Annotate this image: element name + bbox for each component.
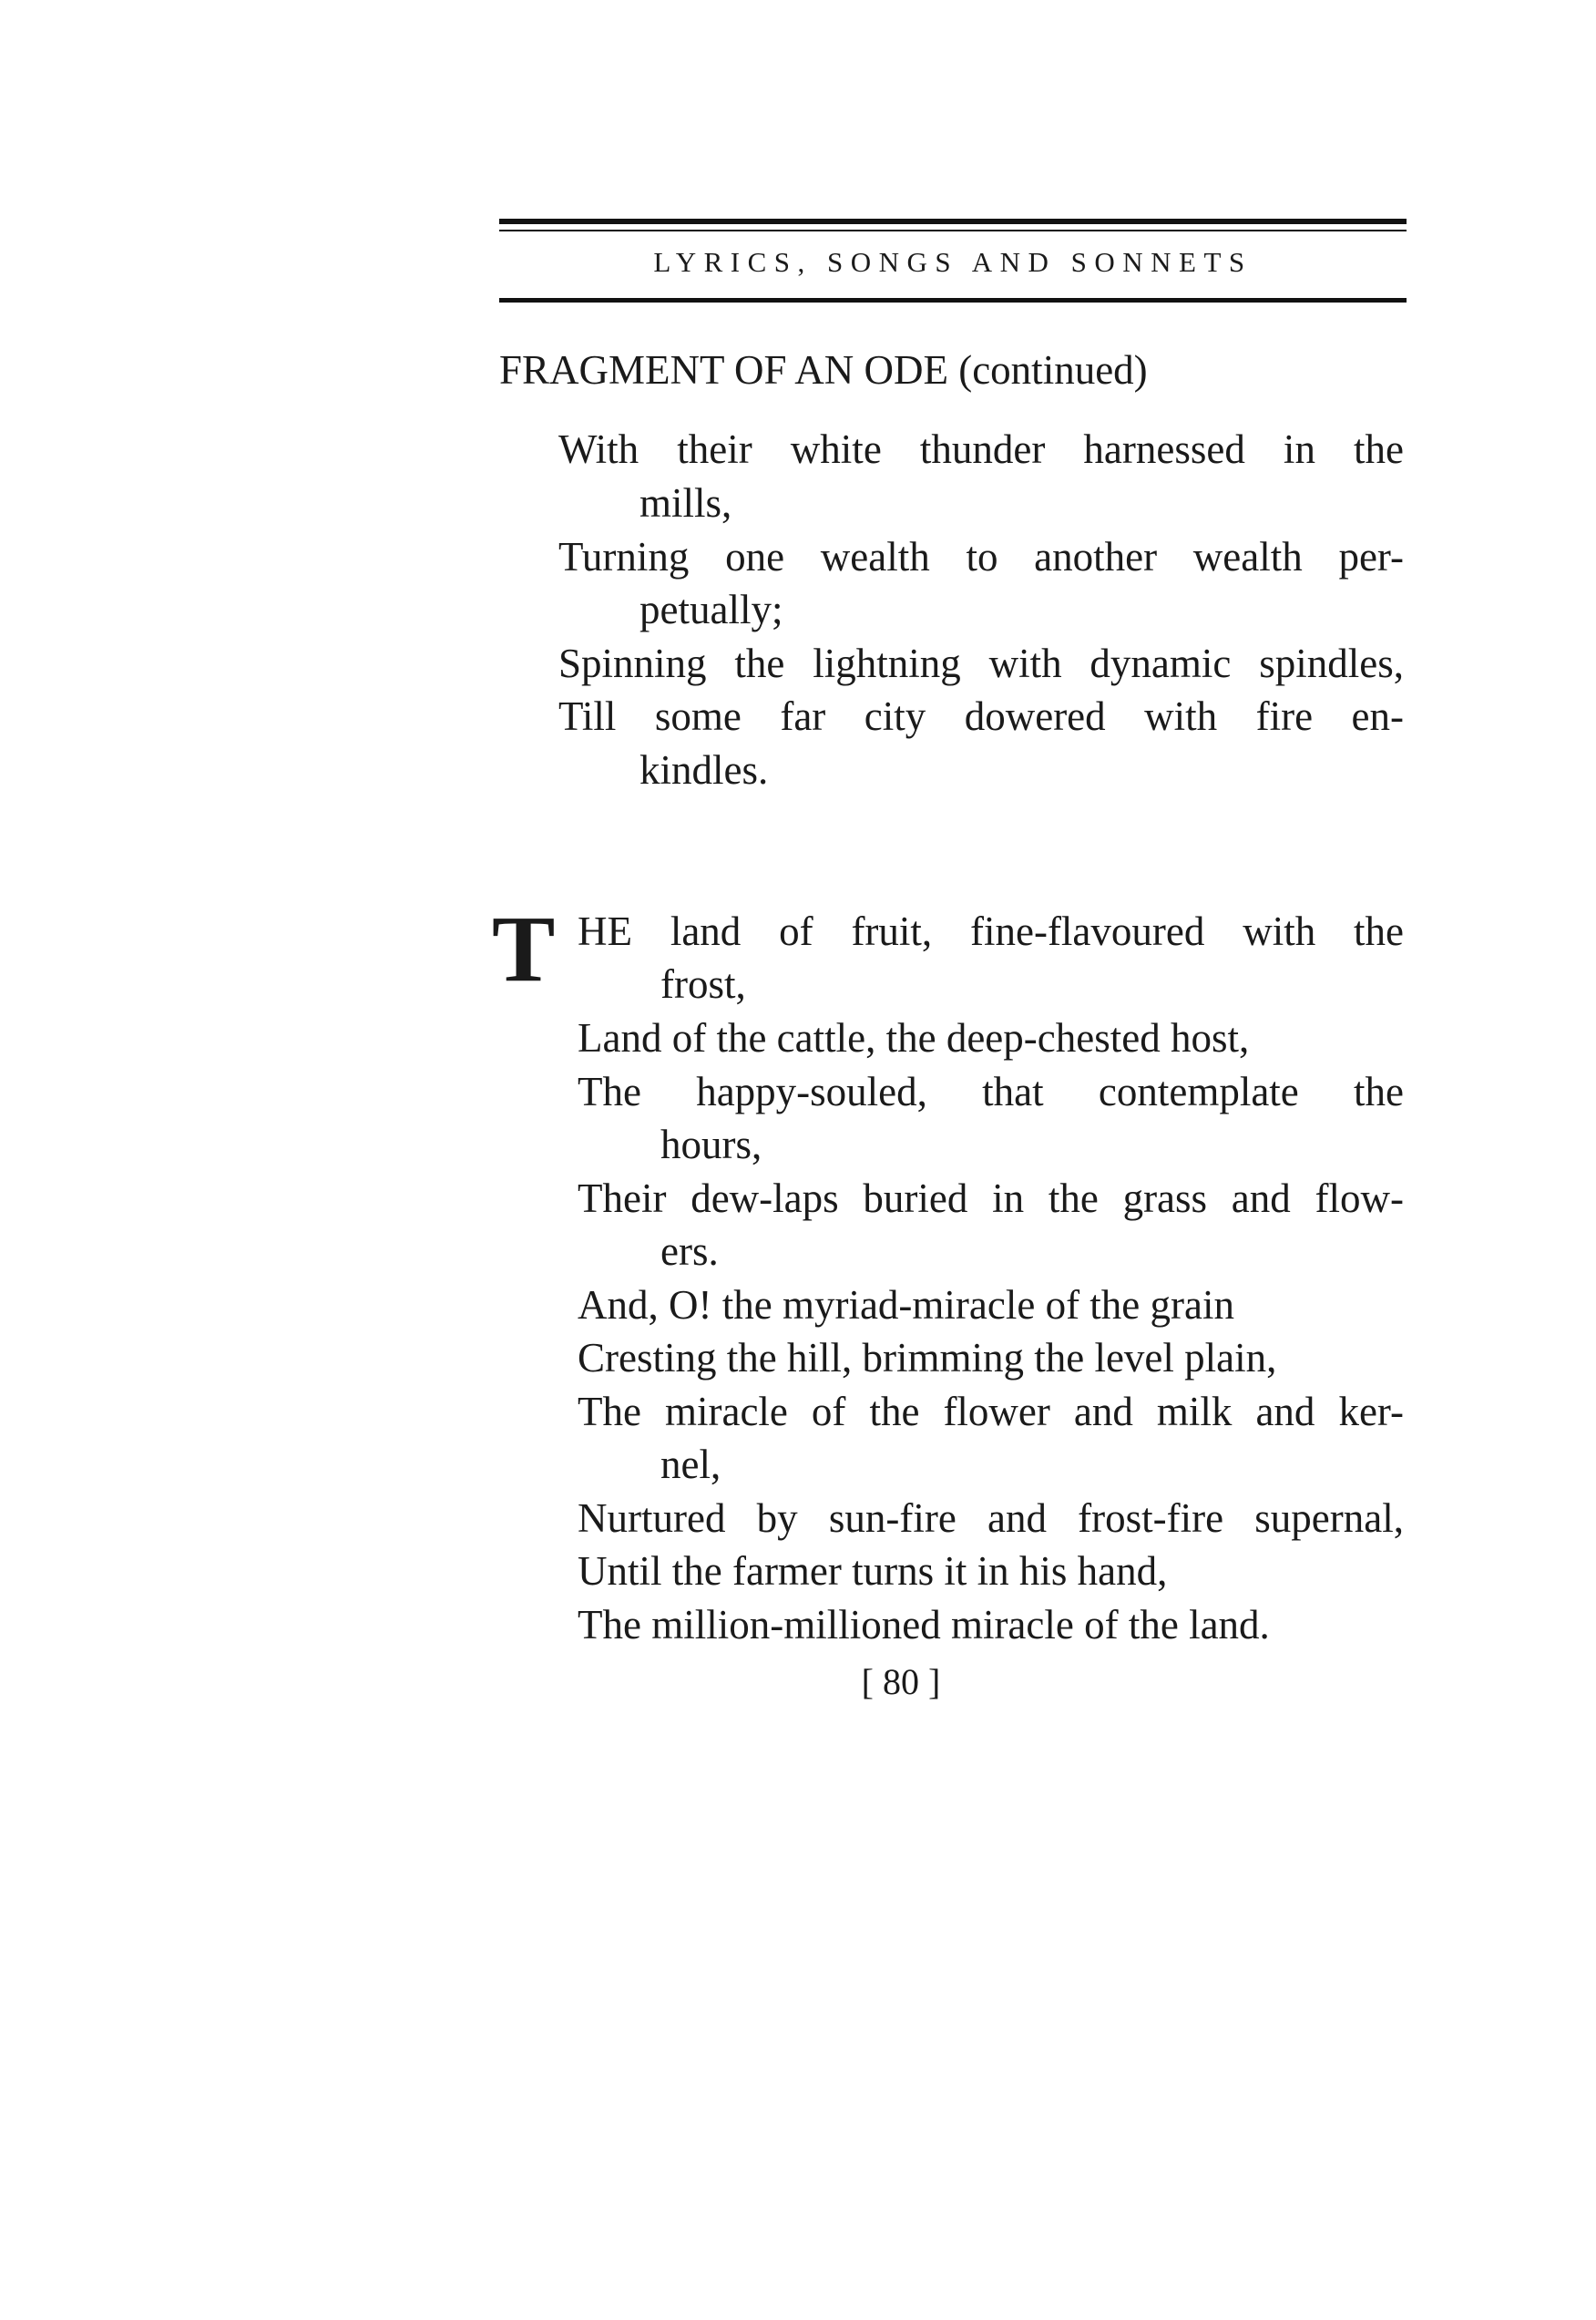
poem-line: Spinning the lightning with dynamic spindles, xyxy=(558,641,1404,686)
poem-line: Land of the cattle, the deep-chested host, xyxy=(578,1015,1250,1061)
poem-line: Until the farmer turns it in his hand, xyxy=(578,1548,1168,1594)
poem-line: kindles. xyxy=(639,747,769,793)
poem-line: hours, xyxy=(660,1122,762,1167)
poem-line: With their white thunder harnessed in the xyxy=(558,426,1404,472)
poem-line: The happy-souled, that contemplate the xyxy=(578,1069,1404,1114)
poem-line: petually; xyxy=(639,587,783,632)
page-number: [ 80 ] xyxy=(861,1661,941,1702)
poem-line: Their dew-laps buried in the grass and flow- xyxy=(578,1175,1404,1221)
running-head: LYRICS, SONGS AND SONNETS xyxy=(653,246,1253,278)
header-rule-bottom xyxy=(499,298,1407,303)
poem-line: nel, xyxy=(660,1442,721,1487)
poem-line: mills, xyxy=(639,480,732,526)
poem-line: frost, xyxy=(660,961,746,1007)
header-rule-top-thick xyxy=(499,219,1407,224)
poem-line: And, O! the myriad-miracle of the grain xyxy=(578,1282,1234,1328)
poem-line: ers. xyxy=(660,1228,719,1274)
poem-title: FRAGMENT OF AN ODE (continued) xyxy=(499,347,1148,393)
poem-line: Turning one wealth to another wealth per- xyxy=(558,534,1404,580)
poem-line: Nurtured by sun-fire and frost-fire supernal, xyxy=(578,1495,1404,1541)
drop-cap: T xyxy=(492,897,556,1001)
header-rule-top-thin xyxy=(499,230,1407,231)
poem-line: The million-millioned miracle of the land. xyxy=(578,1602,1270,1648)
poem-line: The miracle of the flower and milk and ker- xyxy=(578,1389,1404,1434)
poem-line: Cresting the hill, brimming the level plain, xyxy=(578,1335,1277,1381)
poem-line: Till some far city dowered with fire en- xyxy=(558,693,1404,739)
poem-line: HE land of fruit, fine-flavoured with the xyxy=(578,908,1404,954)
